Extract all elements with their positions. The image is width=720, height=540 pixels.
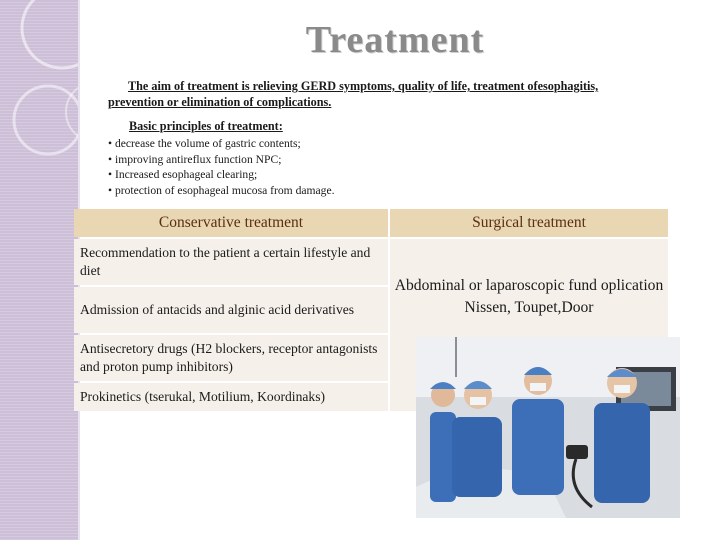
conservative-item: Prokinetics (tserukal, Motilium, Koordinaks) (74, 383, 388, 411)
surgical-text: Abdominal or laparoscopic fund oplication Nissen, Toupet,Door (390, 239, 668, 411)
conservative-item: Antisecretory drugs (H2 blockers, receptor antagonists and proton pump inhibitors) (74, 335, 388, 381)
principle-item: • protection of esophageal mucosa from damage. (108, 183, 335, 199)
principles-list (108, 136, 335, 198)
treatment-aim: The aim of treatment is relieving GERD symptoms, quality of life, treatment ofesophagitis, prevention or elimination of complications. (108, 79, 599, 109)
conservative-item: Recommendation to the patient a certain lifestyle and diet (74, 239, 388, 285)
surgical-header: Surgical treatment (390, 209, 668, 237)
principle-item: • decrease the volume of gastric contents; (108, 136, 335, 152)
conservative-header: Conservative treatment (74, 209, 388, 237)
principle-item: • improving antireflux function NPC; (108, 152, 335, 168)
principles-heading: Basic principles of treatment: (129, 119, 283, 133)
slide-title: Treatment (305, 19, 485, 61)
surgeons-photo (416, 337, 680, 518)
principle-item: • Increased esophageal clearing; (108, 167, 335, 183)
conservative-item: Admission of antacids and alginic acid derivatives (74, 287, 388, 333)
